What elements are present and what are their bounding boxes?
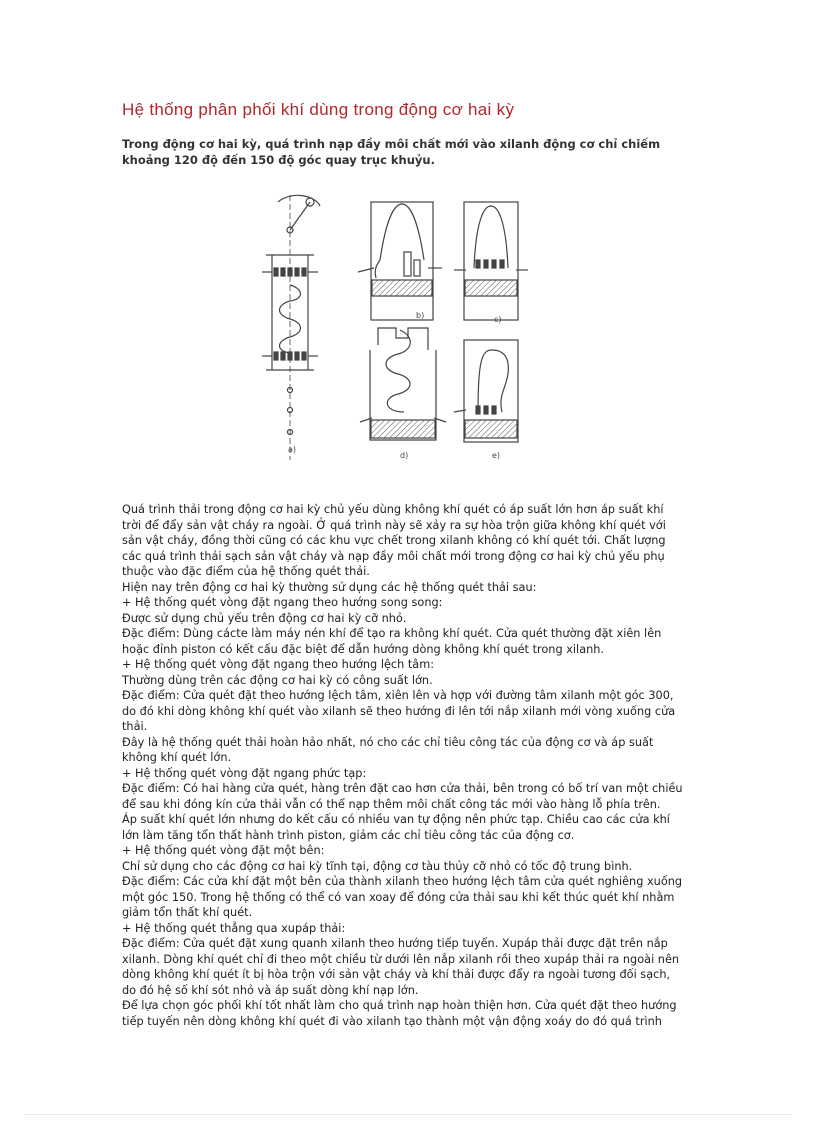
body-line: xilanh. Dòng khí quét chỉ đi theo một chiều từ dưới lên nắp xilanh rồi theo xupáp thải ra ngoài nên — [122, 952, 680, 966]
body-line: tiếp tuyến nên dòng không khí quét đi vào xilanh tạo thành một vận động xoáy do đó quá trình — [122, 1014, 662, 1028]
diagram-d — [360, 328, 446, 440]
label-e: e) — [492, 451, 501, 460]
body-line: Chỉ sử dụng cho các động cơ hai kỳ tĩnh tại, động cơ tàu thủy cỡ nhỏ có tốc độ trung bình. — [122, 859, 633, 873]
lead-line: khoảng 120 độ đến 150 độ góc quay trục khuỷu. — [122, 153, 435, 167]
scavenging-diagram — [258, 190, 548, 480]
body-line: + Hệ thống quét vòng đặt ngang phức tạp: — [122, 766, 367, 780]
body-line: Hiện nay trên động cơ hai kỳ thường sử dụng các hệ thống quét thải sau: — [122, 580, 537, 594]
diagram-c — [454, 202, 528, 320]
body-line: để sau khi đóng kín cửa thải vẫn có thể nạp thêm môi chất công tác mới vào hàng lỗ phía trên. — [122, 797, 661, 811]
body-line: Đây là hệ thống quét thải hoàn hảo nhất, nó cho các chỉ tiêu công tác của động cơ và áp suất — [122, 735, 654, 749]
body-line: Thường dùng trên các động cơ hai kỳ có công suất lớn. — [122, 673, 433, 687]
label-b: b) — [416, 311, 425, 320]
diagram-e — [454, 340, 518, 442]
footer-divider — [25, 1114, 791, 1115]
scavenging-diagram-figure — [258, 190, 548, 480]
body-line: Áp suất khí quét lớn nhưng do kết cấu có nhiều van tự động nên phức tạp. Chiều cao các cửa khí — [122, 813, 670, 826]
body-line: thải. — [122, 720, 148, 733]
body-line: Đặc điểm: Cửa quét đặt theo hướng lệch tâm, xiên lên và hợp với đường tâm xilanh một góc 300, — [122, 689, 674, 702]
lead-line: Trong động cơ hai kỳ, quá trình nạp đầy môi chất mới vào xilanh động cơ chỉ chiếm — [122, 137, 661, 151]
diagram-a — [262, 195, 320, 460]
page-title: Hệ thống phân phối khí dùng trong động cơ hai kỳ — [122, 100, 515, 119]
body-line: + Hệ thống quét vòng đặt ngang theo hướng lệch tâm: — [122, 658, 435, 671]
body-line: sản vật cháy, đồng thời cũng có các khu vực chết trong xilanh không có khí quét tới. Chất lượng — [122, 534, 666, 547]
body-line: + Hệ thống quét thẳng qua xupáp thải: — [122, 921, 346, 935]
lead-paragraph — [122, 136, 682, 168]
body-line: dòng không khí quét ít bị hòa trộn với sản vật cháy và khí thải được đẩy ra ngoài tương đối sạch, — [122, 968, 671, 981]
body-line: + Hệ thống quét vòng đặt một bên: — [122, 844, 325, 857]
body-line: Đặc điểm: Có hai hàng cửa quét, hàng trên đặt cao hơn cửa thải, bên trong có bố trí van một chiều — [122, 782, 683, 795]
body-line: trời để đẩy sản vật cháy ra ngoài. Ở quá trình này sẽ xảy ra sự hòa trộn giữa không khí quét với — [122, 518, 666, 532]
body-line: giảm tổn thất khí quét. — [122, 906, 253, 919]
body-line: Đặc điểm: Các cửa khí đặt một bên của thành xilanh theo hướng lệch tâm cửa quét nghiêng xuống — [122, 875, 683, 888]
body-line: Đặc điểm: Dùng cácte làm máy nén khí để tạo ra không khí quét. Cửa quét thường đặt xiên lên — [122, 627, 662, 640]
body-line: hoặc đỉnh piston có kết cấu đặc biệt để dẫn hướng dòng không khí quét trong xilanh. — [122, 642, 605, 656]
body-line: Để lựa chọn góc phối khí tốt nhất làm cho quá trình nạp hoàn thiện hơn. Cửa quét đặt theo hướng — [122, 999, 677, 1012]
label-c: c) — [494, 315, 502, 324]
body-line: + Hệ thống quét vòng đặt ngang theo hướng song song: — [122, 596, 443, 609]
body-line: do đó hệ số khí sót nhỏ và áp suất dòng khí nạp lớn. — [122, 983, 419, 997]
body-line: Được sử dụng chủ yếu trên động cơ hai kỳ cỡ nhỏ. — [122, 611, 407, 625]
body-line: Quá trình thải trong động cơ hai kỳ chủ yếu dùng không khí quét có áp suất lớn hơn áp suất khí — [122, 503, 664, 516]
body-line: lớn làm tăng tổn thất hành trình piston, giảm các chỉ tiêu công tác của động cơ. — [122, 828, 575, 842]
label-d: d) — [400, 451, 409, 460]
body-text — [122, 502, 722, 1029]
body-line: Đặc điểm: Cửa quét đặt xung quanh xilanh theo hướng tiếp tuyến. Xupáp thải được đặt trên nắp — [122, 937, 668, 950]
label-a: a) — [288, 445, 297, 454]
body-line: không khí quét lớn. — [122, 751, 232, 764]
diagram-b — [358, 202, 442, 320]
body-line: thuộc vào đặc điểm của hệ thống quét thải. — [122, 565, 370, 578]
body-line: các quá trình thải sạch sản vật cháy và nạp đầy môi chất mới trong động cơ hai kỳ chủ yếu phụ — [122, 549, 665, 563]
body-line: một góc 150. Trong hệ thống có thể có van xoay để đóng cửa thải sau khi kết thúc quét khí nhằm — [122, 890, 675, 904]
body-line: do đó khi dòng không khí quét vào xilanh sẽ theo hướng đi lên tới nắp xilanh mới vòng xuống cửa — [122, 704, 676, 718]
